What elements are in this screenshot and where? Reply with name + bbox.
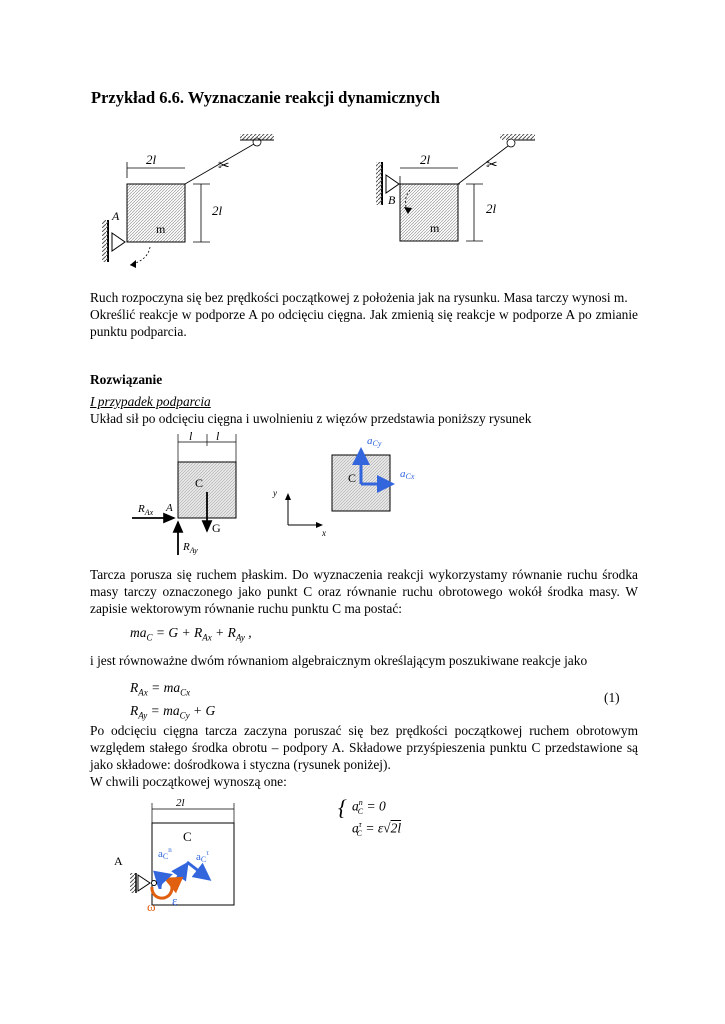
svg-text:y: y <box>273 488 277 498</box>
equation-number: (1) <box>604 690 620 705</box>
mass-label-right: m <box>430 221 440 235</box>
statement-line-1: Ruch rozpoczyna się bez prędkości początkowej z położenia jak na rysunku. Masa tarczy wynosi m. <box>90 290 628 305</box>
equation-1a: $R_{Ax} = ma_{Cx}$ <box>130 680 191 698</box>
svg-text:RAy: $R_{Ay}$ <box>183 541 198 555</box>
solution-heading: Rozwiązanie <box>90 372 163 387</box>
case-1-heading: I przypadek podparcia <box>90 394 211 409</box>
svg-text:aCn: $aC^n$ <box>158 846 172 861</box>
svg-text:A: A <box>166 502 173 514</box>
vector-equation: $ma_C = G + R_{Ax} + R_{Ay}$ , <box>130 625 252 643</box>
svg-text:aCx: aCx <box>400 468 415 481</box>
acceleration-figure <box>110 795 270 920</box>
dim-top-left: 2l <box>146 152 157 167</box>
svg-text:2l: 2l <box>176 797 185 809</box>
svg-text:l: l <box>189 430 193 443</box>
svg-text:C: C <box>183 829 192 844</box>
weight-label: G <box>212 521 221 535</box>
rotation-paragraph: Po odcięciu cięgna tarcza zaczyna poruszać się bez prędkości początkowej ruchem obrotowym względem stałego środka obrotu – podpory A. Składowe przyśpieszenia punktu C przedstawione są jako składowe: dośrodkowa i styczna (rysunek poniżej). W chwili początkowej wynoszą one: <box>90 723 638 789</box>
svg-text:RAx: $R_{Ax}$ <box>138 503 154 517</box>
brace: { <box>338 795 347 820</box>
svg-text:C: C <box>348 471 357 485</box>
figure-right <box>376 134 535 241</box>
svg-text:ε: ε <box>172 893 178 908</box>
svg-text:x: x <box>322 528 326 538</box>
svg-text:A: A <box>114 854 123 868</box>
support-label-a: A <box>112 209 120 223</box>
acc-normal-equation: $a^n_C = 0$ <box>352 798 386 817</box>
dim-side-right: 2l <box>486 201 497 216</box>
support-label-b: B <box>388 193 396 207</box>
fbd-center-label: C <box>195 476 204 490</box>
dim-top-right: 2l <box>420 152 431 167</box>
statement-line-2: Określić reakcje w podporze A po odcięciu cięgna. Jak zmienią się reakcje w podporze A po zmianie punktu podparcia. <box>90 307 638 339</box>
scissors-icon-right: ✂ <box>486 158 498 173</box>
free-body-diagram <box>130 430 450 558</box>
bottom-disc <box>152 823 234 905</box>
problem-figures <box>90 120 650 280</box>
svg-text:ω: ω <box>147 899 156 914</box>
svg-text:l: l <box>216 430 220 443</box>
acc-tangential-equation: $a^\tau_C = \varepsilon√2l$ <box>352 820 402 839</box>
dim-side-left: 2l <box>212 203 223 218</box>
svg-text:aCτ: $aC^\tau$ <box>196 849 210 864</box>
scissors-icon: ✂ <box>218 159 230 174</box>
problem-statement <box>90 289 638 340</box>
mass-label-left: m <box>156 222 166 236</box>
algebraic-intro: i jest równoważne dwóm równaniom algebraicznym określającym poszukiwane reakcje jako <box>90 653 588 668</box>
equation-1b: $R_{Ay} = ma_{Cy} + G$ <box>130 703 216 721</box>
svg-text:aCy: aCy <box>367 435 382 448</box>
figure-left <box>102 134 274 268</box>
case-1-intro: Układ sił po odcięciu cięgna i uwolnieniu z więzów przedstawia poniższy rysunek <box>90 411 532 426</box>
page-title: Przykład 6.6. Wyznaczanie reakcji dynamicznych <box>91 88 440 107</box>
motion-paragraph: Tarcza porusza się ruchem płaskim. Do wyznaczenia reakcji wykorzystamy równanie ruchu środka masy tarczy oznaczonego jako punkt C oraz równanie ruchu obrotowego wokół środka masy. W zapisie wektorowym równanie ruchu punktu C ma postać: <box>90 567 638 616</box>
